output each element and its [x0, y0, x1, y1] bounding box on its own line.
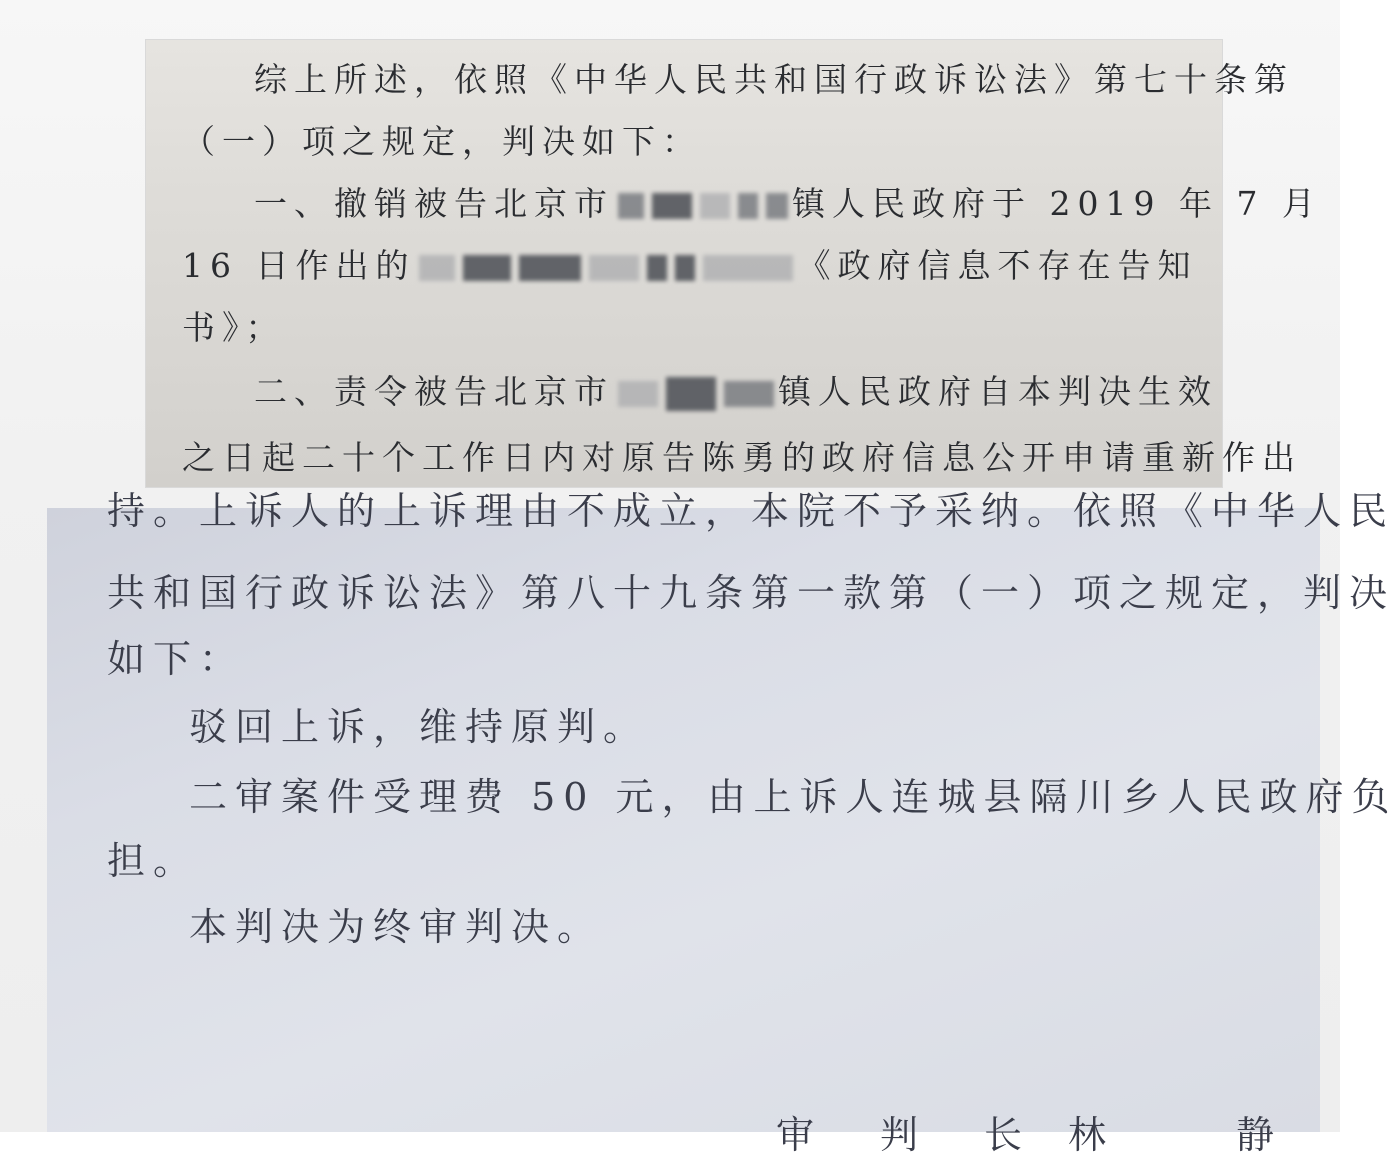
appeal-judgment-photo [47, 489, 1398, 1132]
redaction-blur [618, 193, 644, 219]
doc-line: 本判决为终审判决。 [189, 905, 604, 949]
redaction-blur [738, 193, 758, 219]
redaction-blur [589, 255, 639, 281]
doc-line-text: 《政府信息不存在告知 [797, 246, 1198, 285]
doc-line-redacted [254, 184, 1322, 224]
redaction-blur [724, 381, 774, 407]
judge-name-last: 静 [1236, 1113, 1275, 1157]
doc-line-text: 16 日作出的 [182, 246, 416, 285]
doc-line: 如下： [107, 637, 246, 681]
redaction-blur [463, 255, 511, 281]
redaction-blur [700, 193, 730, 219]
judge-signature-line [0, 1100, 1340, 1157]
judge-name-first: 林 [1068, 1113, 1107, 1157]
doc-line-redacted [254, 372, 1218, 412]
redaction-blur [519, 255, 581, 281]
doc-line: （一）项之规定，判决如下： [182, 122, 702, 161]
redaction-blur [703, 255, 793, 281]
doc-line: 驳回上诉，维持原判。 [189, 705, 650, 749]
doc-line: 持。上诉人的上诉理由不成立，本院不予采纳。依照《中华人民 [107, 489, 1396, 533]
first-instance-judgment-photo [146, 40, 1322, 487]
doc-line: 二审案件受理费 50 元，由上诉人连城县隔川乡人民政府负 [189, 775, 1398, 819]
redaction-blur [419, 255, 455, 281]
redaction-blur [652, 193, 692, 219]
doc-line-text: 一、撤销被告北京市 [254, 184, 614, 223]
doc-line-text: 二、责令被告北京市 [254, 372, 614, 411]
redaction-blur [666, 377, 716, 411]
doc-line: 书》； [182, 308, 286, 347]
redaction-blur [647, 255, 667, 281]
doc-line: 共和国行政诉讼法》第八十九条第一款第（一）项之规定，判决 [107, 571, 1396, 615]
doc-line-redacted [182, 246, 1197, 286]
doc-line-text: 镇人民政府自本判决生效 [778, 372, 1218, 411]
redaction-blur [675, 255, 695, 281]
doc-line: 综上所述，依照《中华人民共和国行政诉讼法》第七十条第 [254, 60, 1294, 99]
doc-line-text: 镇人民政府于 2019 年 7 月 [792, 184, 1322, 223]
redaction-blur [766, 193, 788, 219]
judge-role: 审 判 长 [776, 1113, 1037, 1157]
doc-line: 之日起二十个工作日内对原告陈勇的政府信息公开申请重新作出 [182, 438, 1302, 477]
redaction-blur [618, 381, 658, 407]
doc-line: 担。 [107, 839, 200, 883]
